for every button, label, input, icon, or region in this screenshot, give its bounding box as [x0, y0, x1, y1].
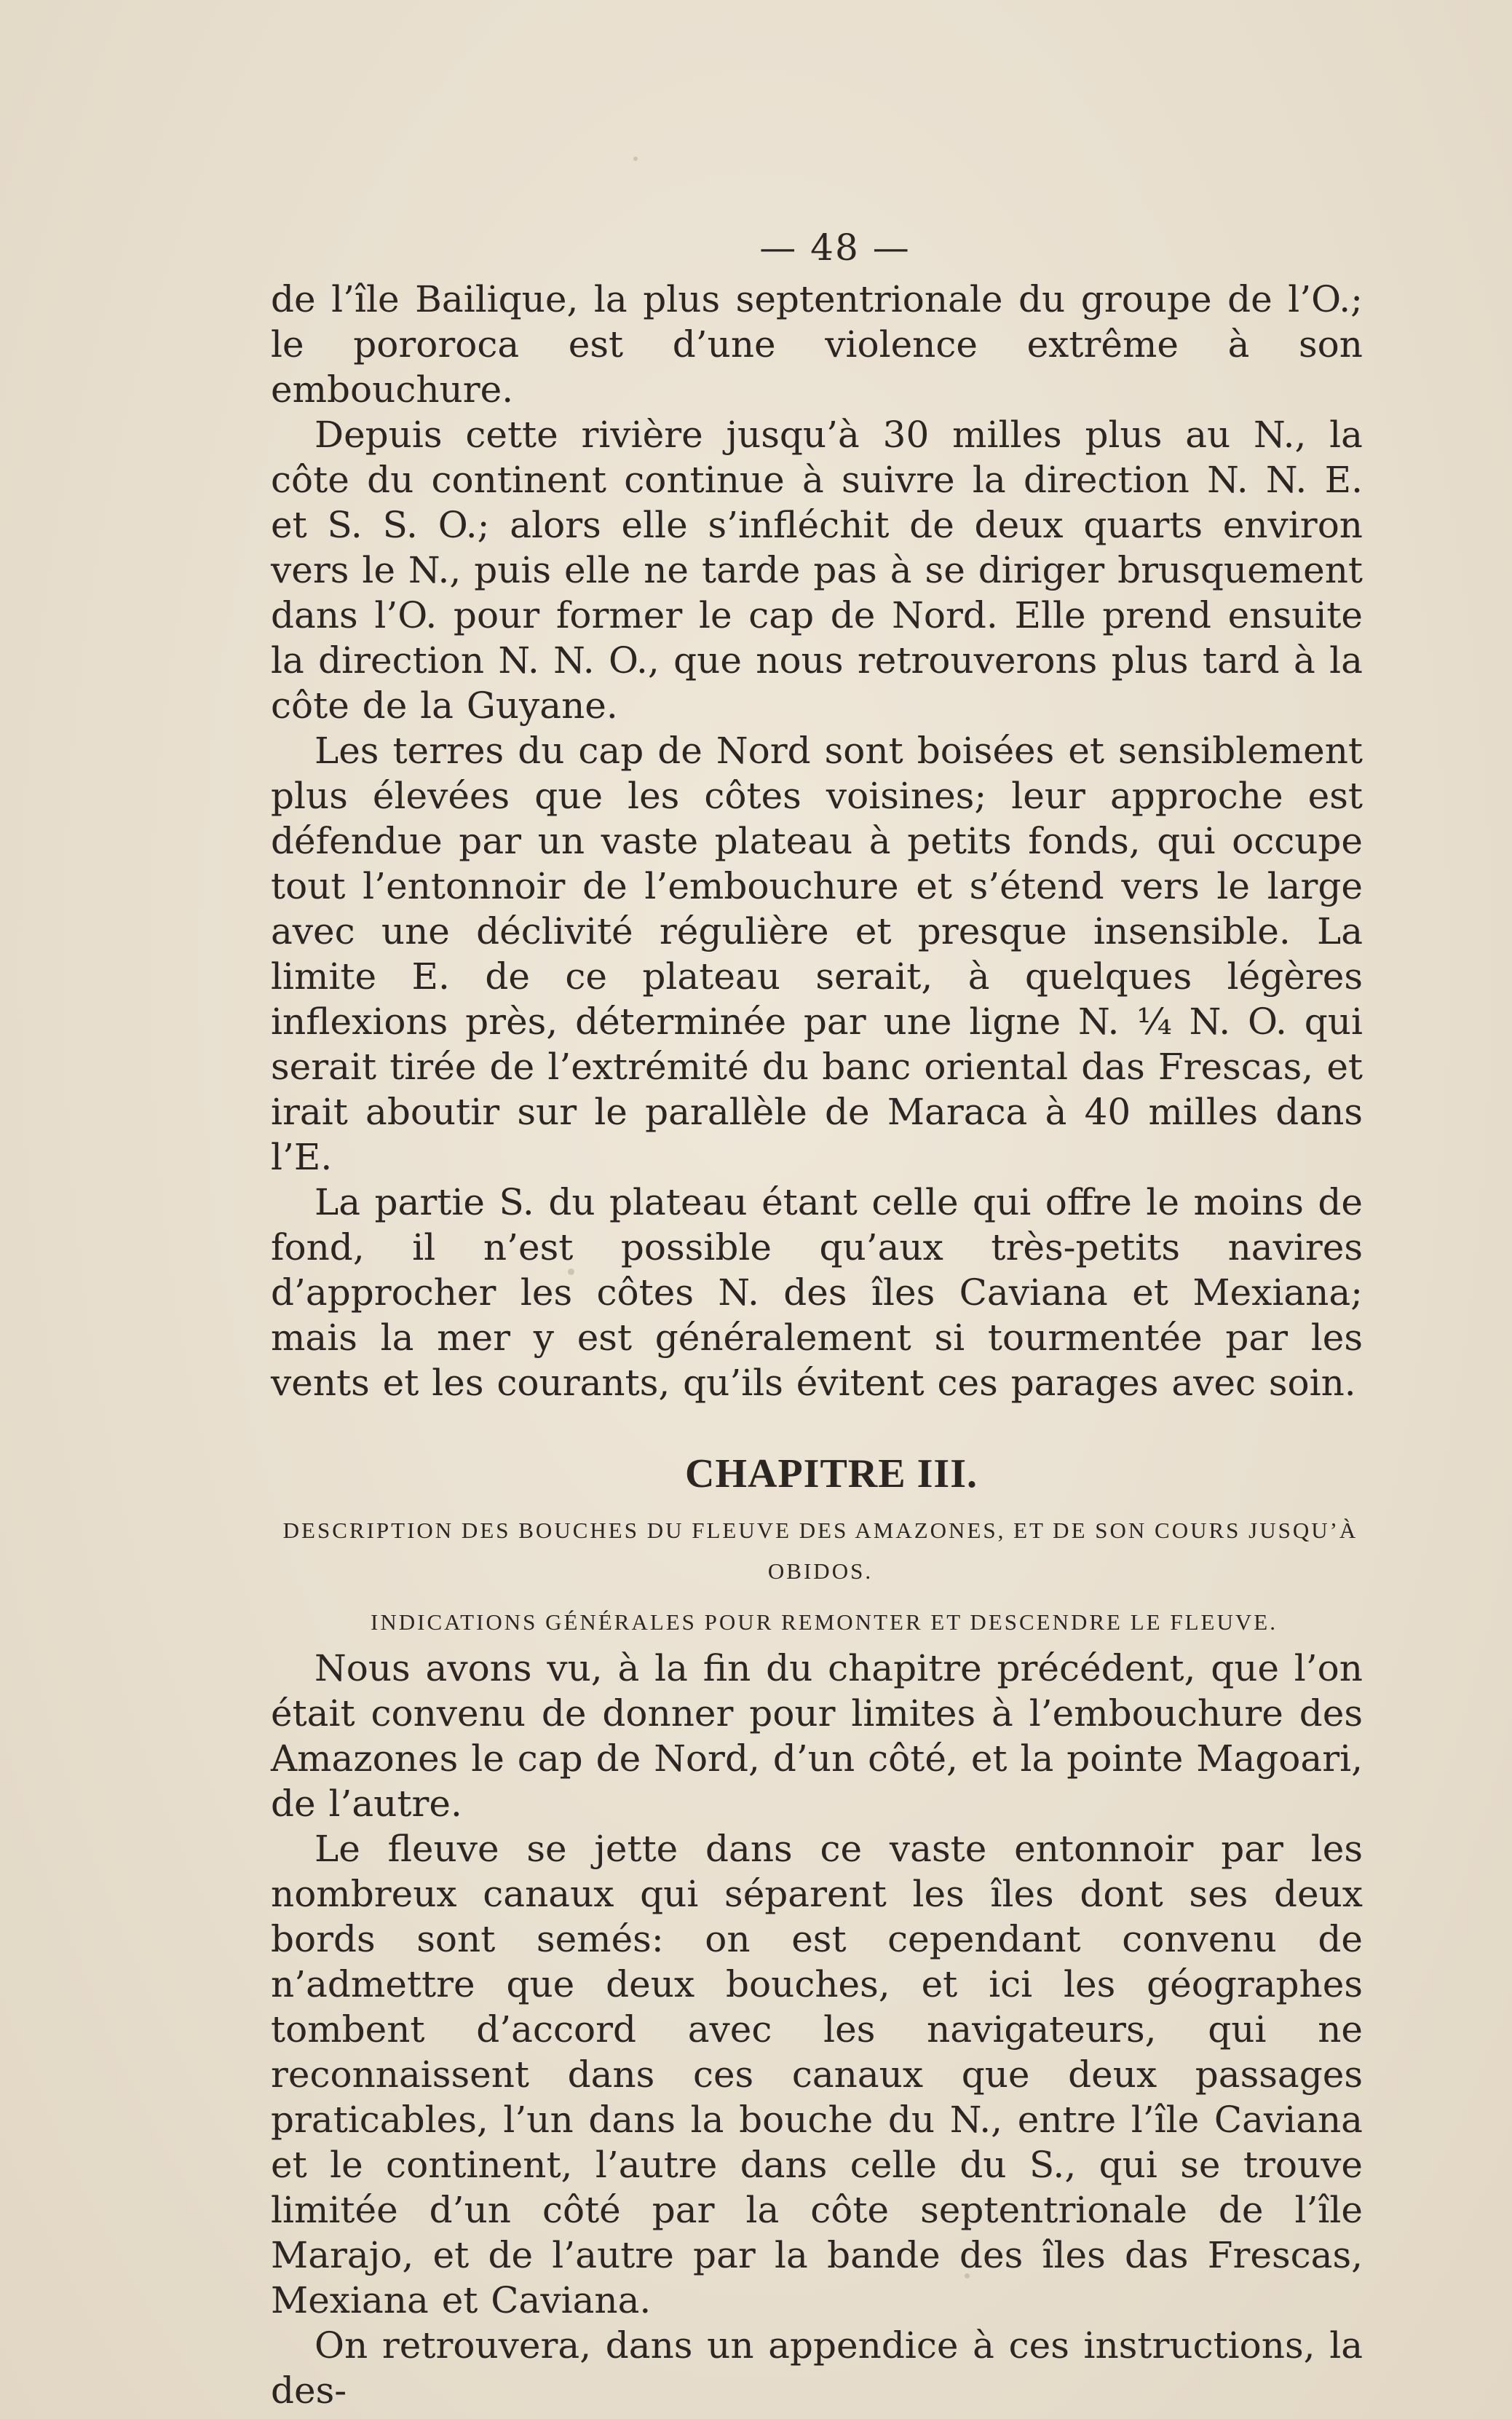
paragraph: Depuis cette rivière jusqu’à 30 milles plus au N., la côte du continent continue à suivre la direction N. N. E. et S. S. O.; alors elle s’infléchit de deux quarts environ vers le N., puis elle ne tarde pas à se diriger brusquement dans l’O. pour former le cap de Nord. Elle prend ensuite la direction N. N. O., que nous retrouverons plus tard à la côte de la Guyane.: [271, 414, 1363, 727]
chapter-description: DESCRIPTION DES BOUCHES DU FLEUVE DES AMAZONES, ET DE SON COURS JUSQU’À OBIDOS.: [282, 1518, 1358, 1584]
paragraph: On retrouvera, dans un appendice à ces instructions, la des-: [271, 2324, 1363, 2412]
paragraph: Nous avons vu, à la fin du chapitre précédent, que l’on était convenu de donner pour limites à l’embouchure des Amazones le cap de Nord, d’un côté, et la pointe Magoari, de l’autre.: [271, 1647, 1363, 1825]
book-page: [271, 218, 1363, 2413]
paragraph: Les terres du cap de Nord sont boisées et sensiblement plus élevées que les côtes voisines; leur approche est défendue par un vaste plateau à petits fonds, qui occupe tout l’entonnoir de l’embouchure et s’étend vers le large avec une déclivité régulière et presque insensible. La limite E. de ce plateau serait, à quelques légères inflexions près, déterminée par une ligne N. ¼ N. O. qui serait tirée de l’extrémité du banc oriental das Frescas, et irait aboutir sur le parallèle de Maraca à 40 milles dans l’E.: [271, 730, 1363, 1178]
chapter-subtitle: INDICATIONS GÉNÉRALES POUR REMONTER ET DESCENDRE LE FLEUVE.: [371, 1609, 1278, 1635]
paper-speck: [633, 157, 638, 161]
paragraph: La partie S. du plateau étant celle qui offre le moins de fond, il n’est possible qu’aux très-petits navires d’approcher les côtes N. des îles Caviana et Mexiana; mais la mer y est généralement si tourmentée par les vents et les courants, qu’ils évitent ces parages avec soin.: [271, 1181, 1363, 1404]
paragraph: Le fleuve se jette dans ce vaste entonnoir par les nombreux canaux qui séparent les îles dont ses deux bords sont semés: on est cependant convenu de n’admettre que deux bouches, et ici les géographes tombent d’accord avec les navigateurs, qui ne reconnaissent dans ces canaux que deux passages praticables, l’un dans la bouche du N., entre l’île Caviana et le continent, l’autre dans celle du S., qui se trouve limitée d’un côté par la côte septentrionale de l’île Marajo, et de l’autre par la bande des îles das Frescas, Mexiana et Caviana.: [271, 1828, 1363, 2321]
paragraph: de l’île Bailique, la plus septentrionale du groupe de l’O.; le pororoca est d’une violence extrême à son embouchure.: [271, 278, 1363, 411]
chapter-title: CHAPITRE III.: [685, 1451, 978, 1496]
page-number: — 48 —: [759, 226, 911, 269]
